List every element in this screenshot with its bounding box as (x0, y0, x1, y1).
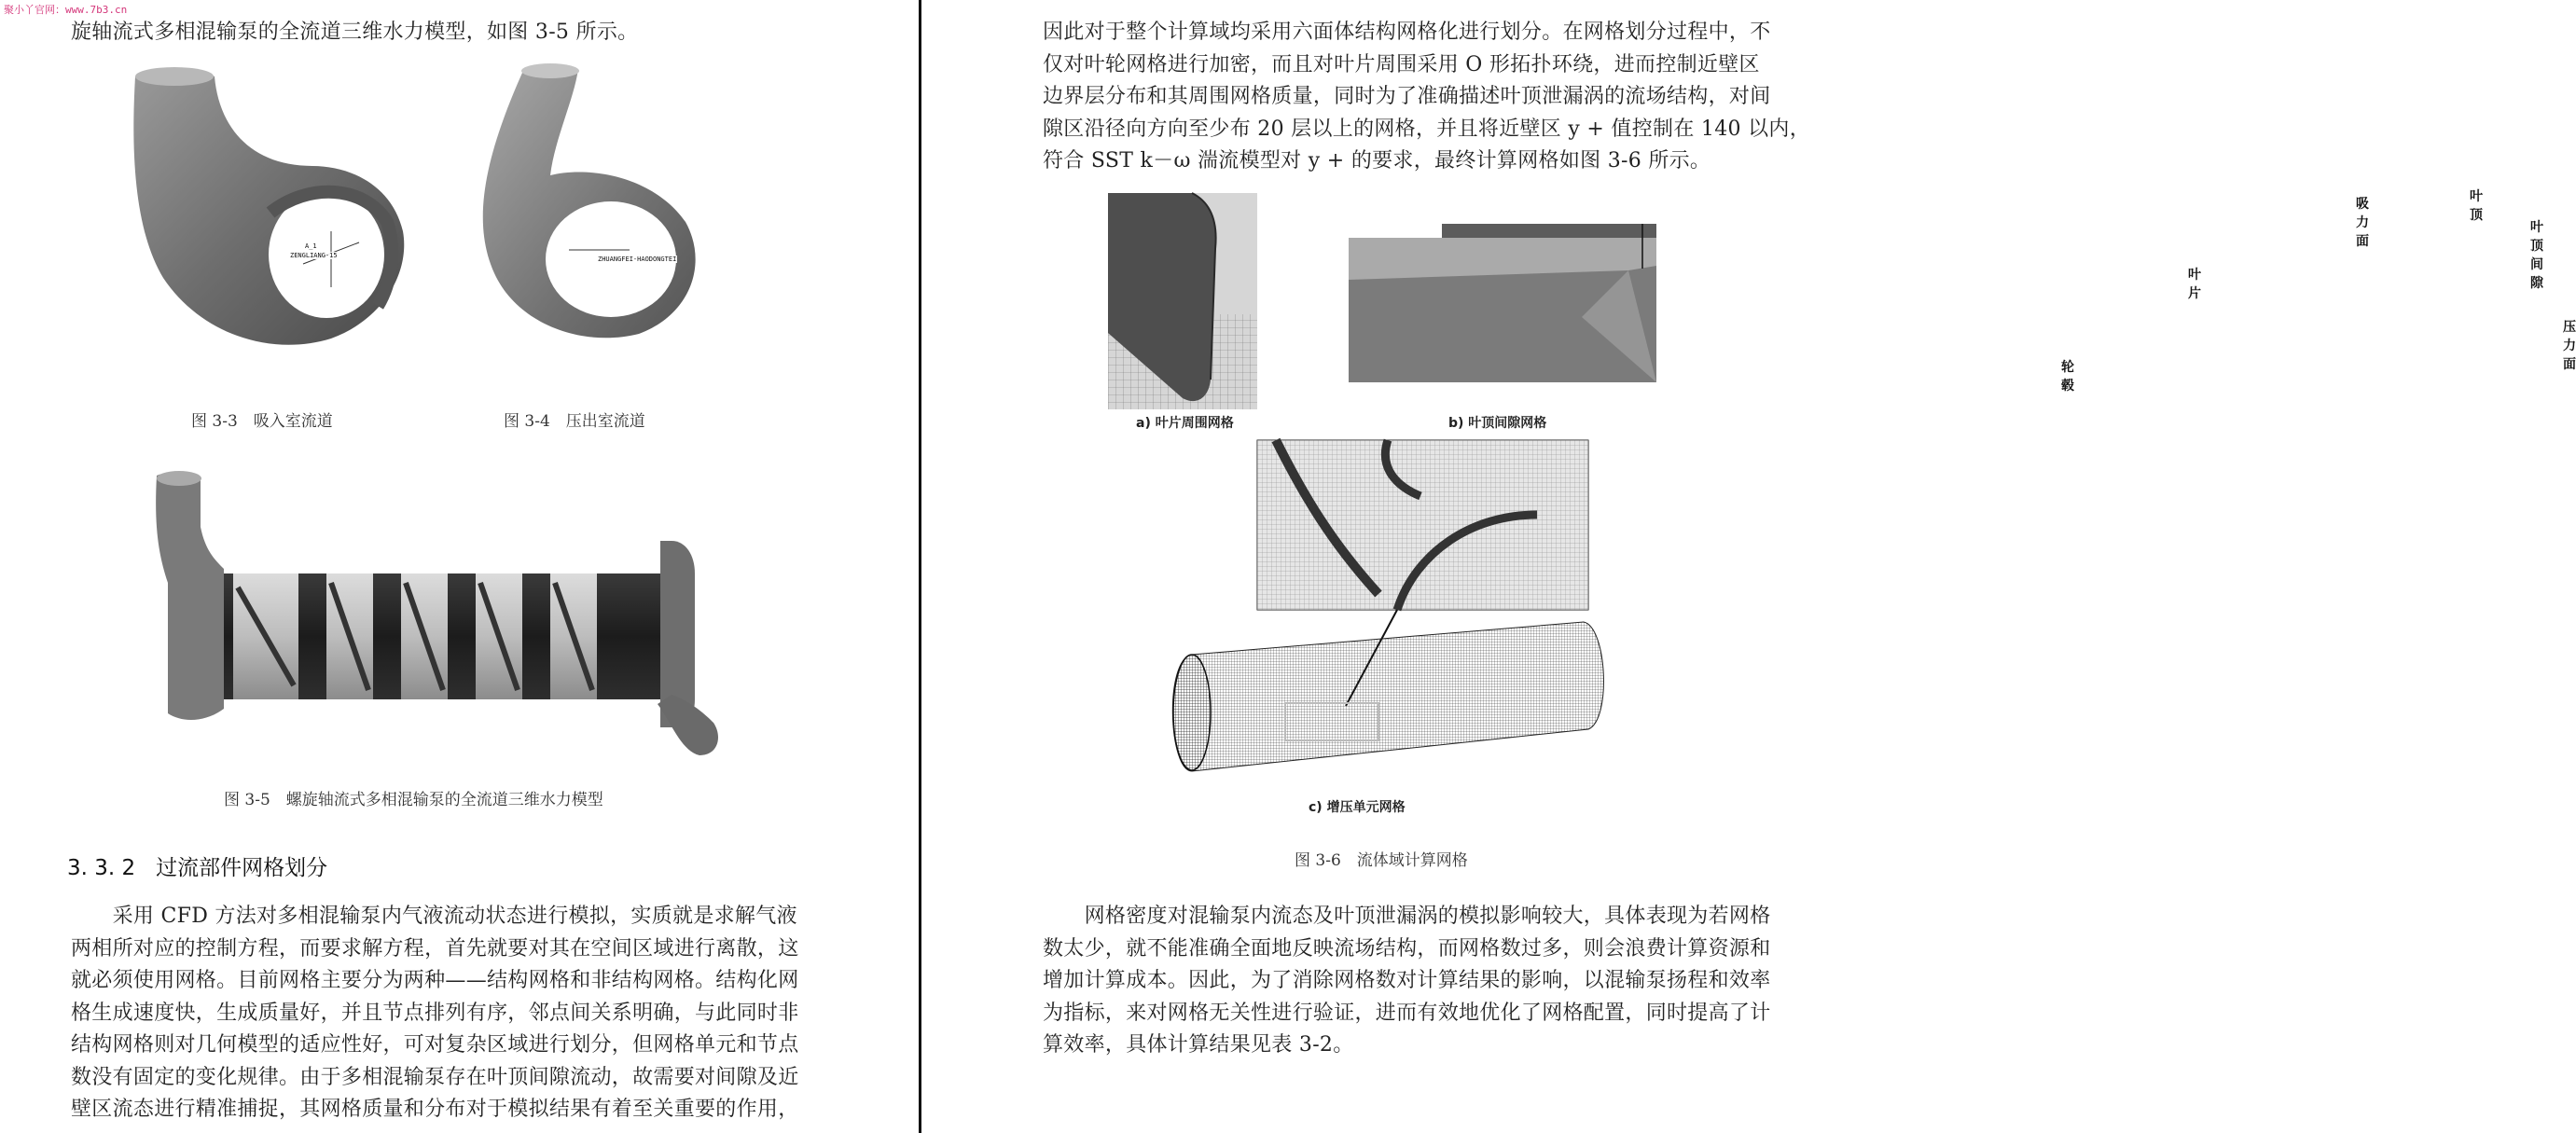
left-para-line: 壁区流态进行精准捕捉，其网格质量和分布对于模拟结果有着至关重要的作用， (71, 1098, 799, 1121)
left-para-line: 结构网格则对几何模型的适应性好，可对复杂区域进行划分，但网格单元和节点 (71, 1033, 799, 1057)
right-bottom-paragraph (1043, 901, 1771, 1062)
fig-3-3-caption: 图 3-3 吸入室流道 (191, 412, 333, 431)
fig-3-6a-caption: a) 叶片周围网格 (1136, 416, 1234, 431)
gap-label: 叶顶间隙 (2530, 220, 2543, 291)
tip-label: 叶顶 (2470, 189, 2483, 223)
right-para-line: 符合 SST k－ω 湍流模型对 y + 的要求，最终计算网格如图 3-6 所示。 (1043, 149, 1711, 173)
booster-end (1173, 655, 1211, 770)
pump-inlet-mouth (157, 471, 201, 486)
blade-mesh-figure (1108, 193, 1257, 409)
left-para-line: 数没有固定的变化规律。由于多相混输泵存在叶顶间隙流动，故需要对间隙及近 (71, 1065, 799, 1089)
right-para-line: 边界层分布和其周围网格质量，同时为了准确描述叶顶泄漏涡的流场结构，对间 (1043, 85, 1771, 108)
pump-model-figure (149, 471, 727, 760)
pressure-label: 压力面 (2563, 320, 2576, 372)
suction-label: 吸力面 (2356, 197, 2369, 249)
blade-label: 叶片 (2188, 268, 2201, 301)
right-para-line: 网格密度对混输泵内流态及叶顶泄漏涡的模拟影响较大，具体表现为若网格 (1043, 905, 1771, 928)
suction-label-a: A_1 (305, 242, 317, 250)
suction-label: ZENGLIANG-15 (290, 252, 338, 259)
left-para-line: 采用 CFD 方法对多相混输泵内气液流动状态进行模拟，实质就是求解气液 (71, 905, 797, 928)
section-title: 过流部件网格划分 (156, 856, 328, 880)
left-para-line: 两相所对应的控制方程，而要求解方程，首先就要对其在空间区域进行离散，这 (71, 936, 799, 960)
right-para-line: 隙区沿径向方向至少布 20 层以上的网格，并且将近壁区 y + 值控制在 140 以内， (1043, 117, 1811, 141)
fig-3-6-caption: 图 3-6 流体域计算网格 (1295, 851, 1468, 870)
section-heading (67, 850, 327, 881)
left-page (0, 0, 919, 1133)
blade-tip (1442, 224, 1656, 238)
right-page (921, 0, 2576, 1133)
right-top-paragraph (1043, 17, 1810, 178)
discharge-outlet (521, 63, 579, 78)
intro-line: 旋轴流式多相混输泵的全流道三维水力模型，如图 3-5 所示。 (71, 21, 639, 44)
fig-3-6c-caption: c) 增压单元网格 (1309, 800, 1406, 815)
suction-inlet (135, 67, 214, 86)
right-para-line: 为指标，来对网格无关性进行验证，进而有效地优化了网格配置，同时提高了计 (1043, 1001, 1771, 1025)
fig-3-4-caption: 图 3-4 压出室流道 (504, 412, 645, 431)
hub-label: 轮毂 (2061, 360, 2074, 394)
left-paragraph (71, 901, 799, 1126)
right-para-line: 增加计算成本。因此，为了消除网格数对计算结果的影响，以混输泵扬程和效率 (1043, 969, 1771, 992)
left-para-line: 就必须使用网格。目前网格主要分为两种——结构网格和非结构网格。结构化网 (71, 969, 799, 992)
tip-gap-mesh-figure (1349, 224, 1656, 382)
fig-3-5-caption: 图 3-5 螺旋轴流式多相混输泵的全流道三维水力模型 (224, 791, 603, 809)
right-para-line: 因此对于整个计算域均采用六面体结构网格化进行划分。在网格划分过程中，不 (1043, 21, 1771, 44)
fig-3-6b-caption: b) 叶顶间隙网格 (1448, 416, 1547, 431)
section-number: 3. 3. 2 (67, 856, 136, 880)
left-para-line: 格生成速度快，生成质量好，并且节点排列有序，邻点间关系明确，与此同时非 (71, 1001, 799, 1025)
discharge-label: ZHUANGFEI-HAODONGTEI (598, 256, 677, 263)
suction-chamber-figure (131, 63, 420, 352)
booster-mesh-figure (1164, 440, 1612, 776)
right-para-line: 仅对叶轮网格进行加密，而且对叶片周围采用 O 形拓扑环绕，进而控制近壁区 (1043, 52, 1760, 76)
pump-inlet (156, 472, 224, 720)
watermark: 聚小丫官网：www.7b3.cn (4, 4, 128, 16)
right-para-line: 算效率，具体计算结果见表 3-2。 (1043, 1033, 1354, 1057)
booster-cylinder (1172, 622, 1603, 771)
right-para-line: 数太少，就不能准确全面地反映流场结构，而网格数过多，则会浪费计算资源和 (1043, 936, 1771, 960)
discharge-chamber-figure (466, 63, 709, 343)
